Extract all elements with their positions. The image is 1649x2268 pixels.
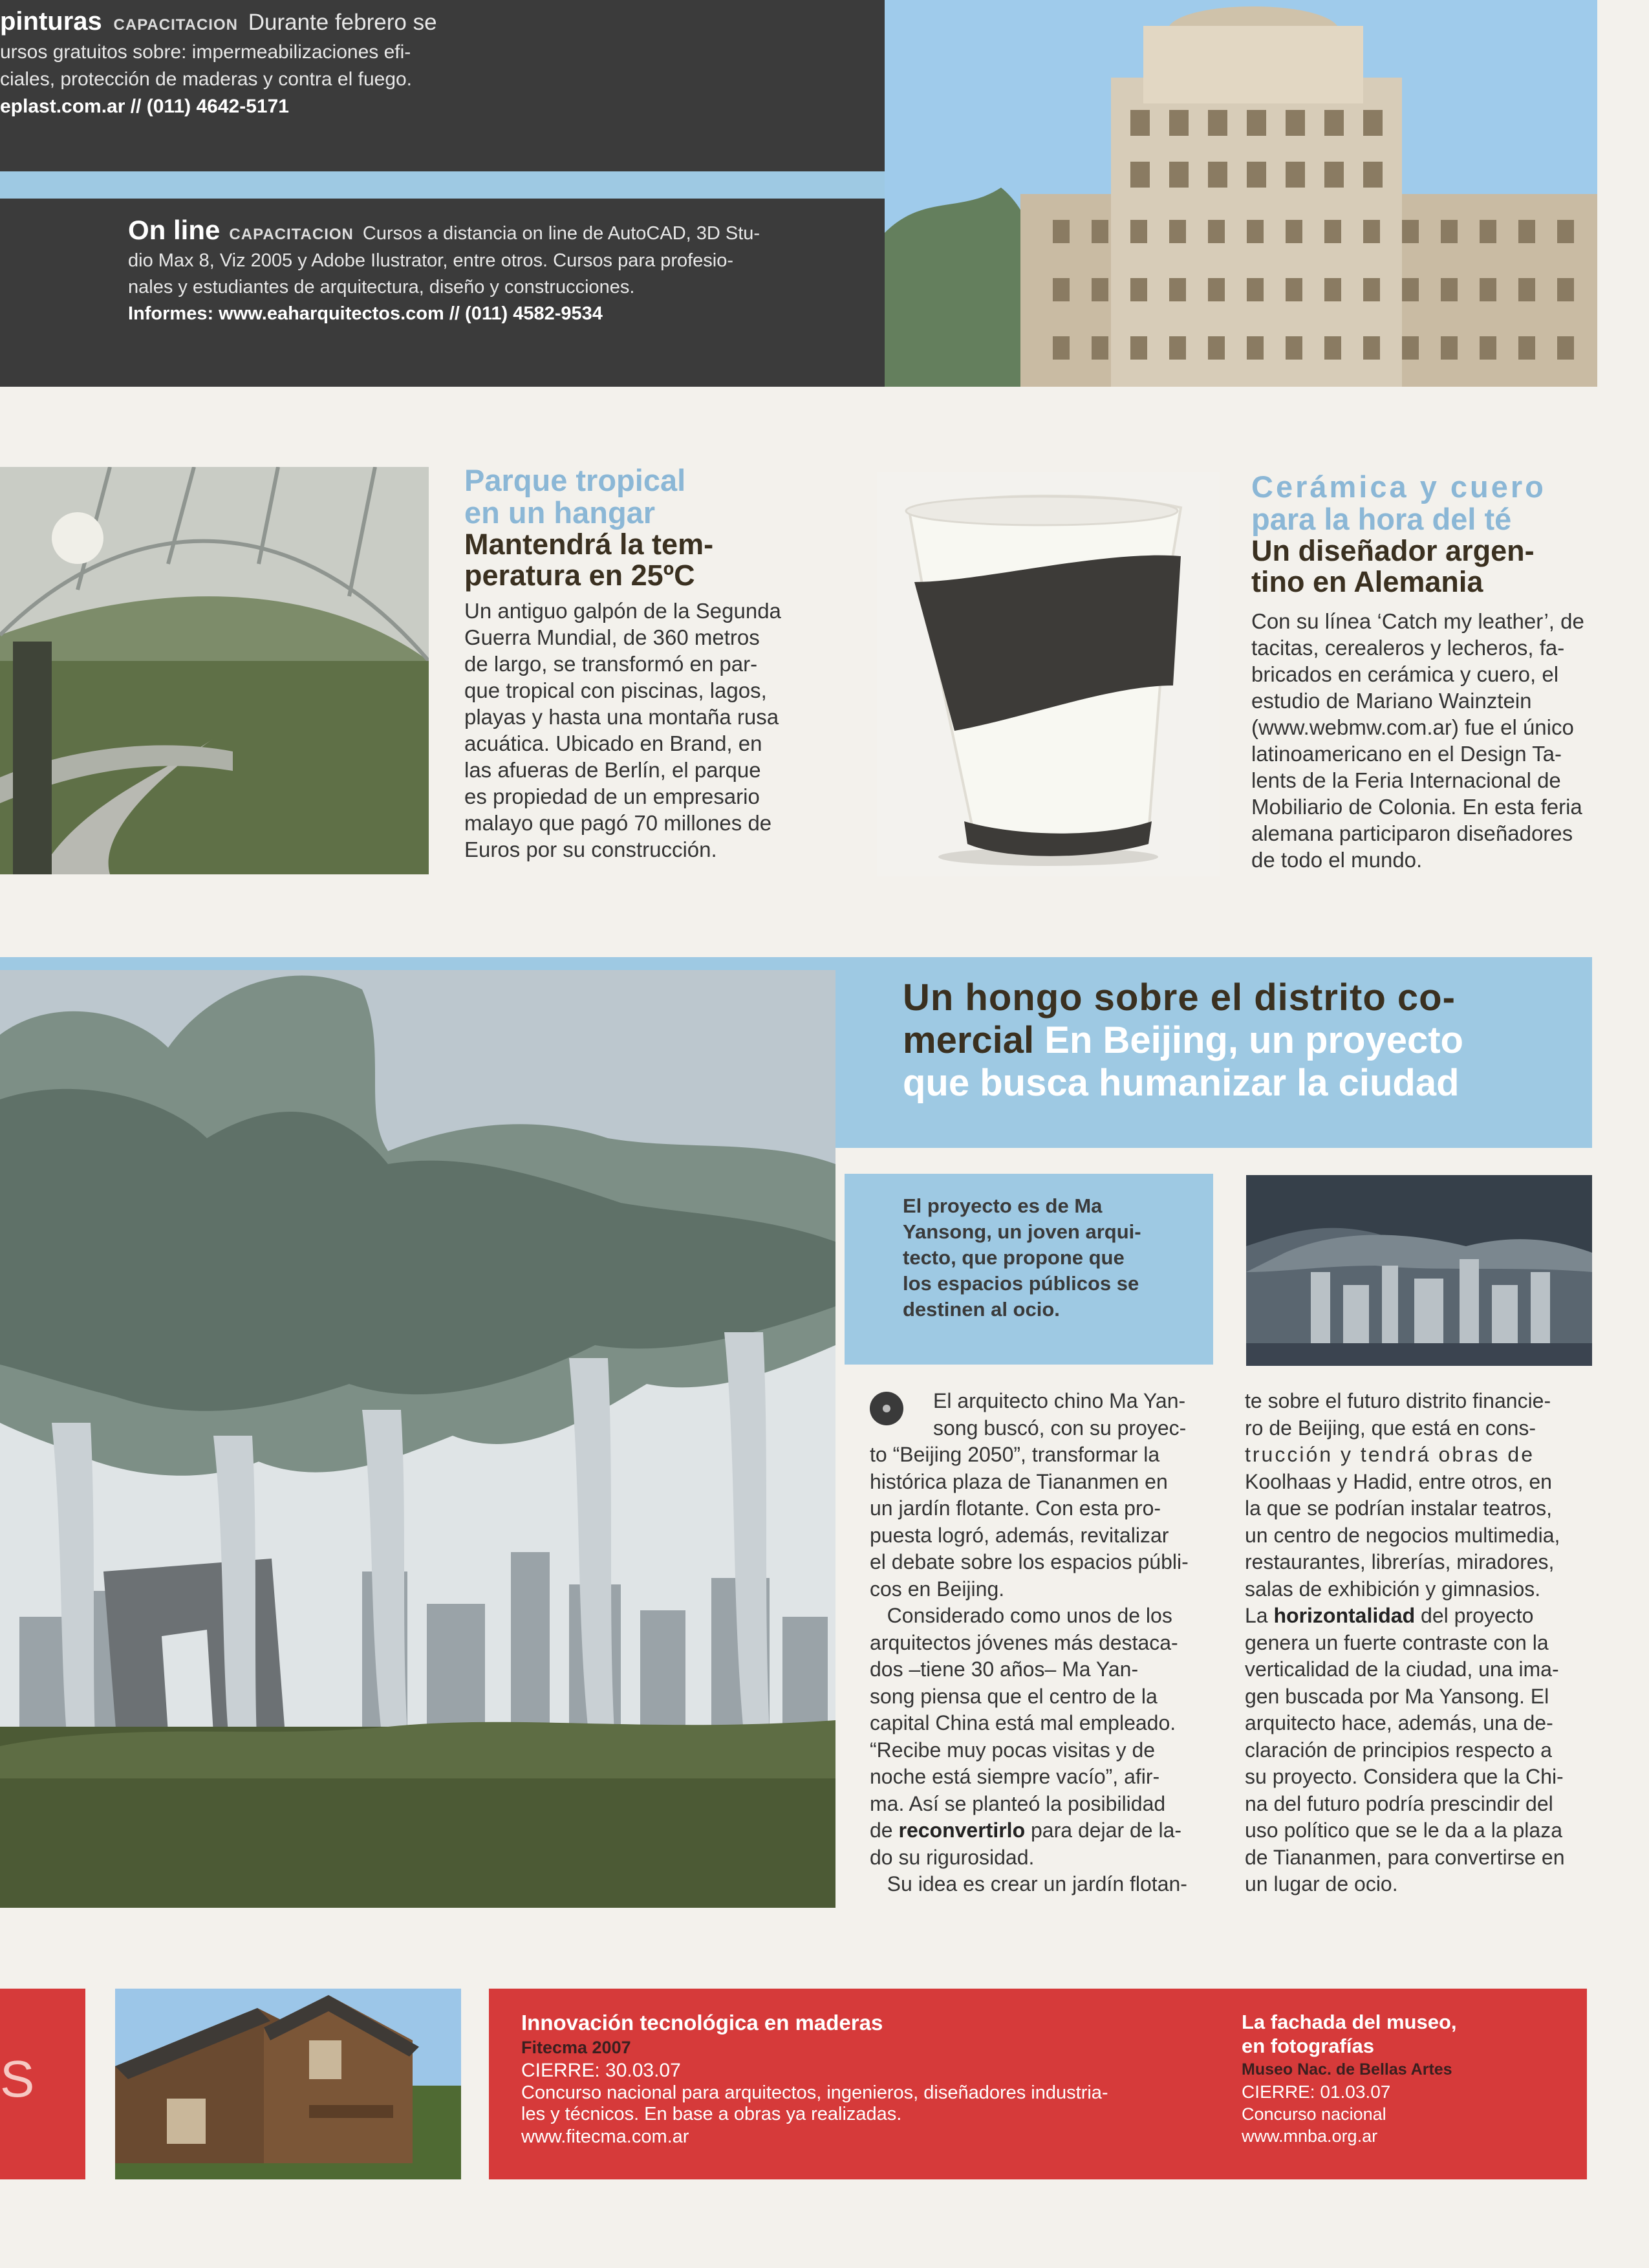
parque-title	[464, 529, 801, 591]
museo-desc: Concurso nacional	[1242, 2104, 1386, 2124]
hongo-headline-line-3: que busca humanizar la ciudad	[903, 1062, 1460, 1104]
hongo-headline	[903, 977, 1595, 1105]
ceramica-kicker-line-1: para la hora del té	[1251, 502, 1512, 536]
hongo-col1-line: song piensa que el centro de la	[870, 1684, 1158, 1708]
ceramica-kicker	[1251, 471, 1613, 535]
maderas-title: Innovación tecnológica en maderas	[521, 2011, 883, 2035]
parque-kicker-line-0: Parque tropical	[464, 463, 686, 497]
hongo-col2-line: claración de principios respecto a	[1245, 1738, 1552, 1762]
pinturas-line-0: Durante febrero se	[248, 10, 437, 35]
hongo-col2-line: restaurantes, librerías, miradores,	[1245, 1550, 1555, 1573]
hongo-col1-line: arquitectos jóvenes más destaca-	[870, 1630, 1178, 1654]
hongo-col1-line: el debate sobre los espacios públi-	[870, 1550, 1189, 1573]
hongo-col1-line: puesta logró, además, revitalizar	[870, 1523, 1169, 1547]
maderas-block	[521, 2010, 1233, 2148]
hongo-col1-line: song buscó, con su proyec-	[933, 1416, 1187, 1440]
pinturas-contact: eplast.com.ar // (011) 4642-5171	[0, 96, 289, 117]
parque-body-line: malayo que pagó 70 millones de	[464, 811, 772, 835]
hongo-headline-line-2-light: En Beijing, un proyecto	[1034, 1019, 1463, 1061]
hongo-col2-line: Koolhaas y Hadid, entre otros, en	[1245, 1469, 1552, 1493]
hongo-col1-line: histórica plaza de Tiananmen en	[870, 1469, 1168, 1493]
hongo-col2-line: verticalidad de la ciudad, una ima-	[1245, 1658, 1559, 1681]
parque-title-line-1: peratura en 25ºC	[464, 559, 695, 592]
museo-block	[1242, 2010, 1571, 2147]
parque-body-line: playas y hasta una montaña rusa	[464, 705, 779, 729]
hongo-col1-line: noche está siempre vacío”, afir-	[870, 1765, 1160, 1788]
hongo-summary-box	[845, 1174, 1213, 1365]
emphasis-word: horizontalidad	[1273, 1604, 1416, 1627]
hongo-col1-line: “Recibe muy pocas visitas y de	[870, 1738, 1156, 1762]
hongo-summary-line: Yansong, un joven arqui-	[903, 1220, 1141, 1243]
hongo-col2-line: trucción y tendrá obras de	[1245, 1443, 1535, 1466]
online-block	[128, 217, 878, 327]
ceramica-title-line-0: Un diseñador argen-	[1251, 534, 1535, 567]
hongo-col2-line: salas de exhibición y gimnasios.	[1245, 1577, 1541, 1601]
wooden-house-photo	[115, 1989, 461, 2179]
parque-body-line: que tropical con piscinas, lagos,	[464, 678, 767, 702]
online-heading: On line	[128, 215, 221, 245]
parque-body-line: acuática. Ubicado en Brand, en	[464, 731, 762, 755]
hongo-col2-line: un lugar de ocio.	[1245, 1872, 1398, 1895]
top-blue-stripe	[0, 171, 885, 199]
parque-body-line: Euros por su construcción.	[464, 837, 717, 861]
ceramic-cup-photo	[877, 472, 1220, 876]
hongo-col2-line: na del futuro podría prescindir del	[1245, 1791, 1553, 1815]
palacio-barolo-photo	[885, 0, 1597, 387]
pinturas-block	[0, 8, 491, 120]
museo-org: Museo Nac. de Bellas Artes	[1242, 2060, 1452, 2079]
hongo-col1-line: un jardín flotante. Con esta pro-	[870, 1496, 1161, 1520]
hangar-park-photo	[0, 467, 429, 874]
hongo-col2-line: arquitecto hace, además, una de-	[1245, 1711, 1553, 1734]
hongo-col2-line: un centro de negocios multimedia,	[1245, 1523, 1560, 1547]
hongo-col2-line: te sobre el futuro distrito financie-	[1245, 1389, 1551, 1412]
ceramica-kicker-line-0: Cerámica y cuero	[1251, 470, 1546, 504]
ceramica-body-line: lents de la Feria Internacional de	[1251, 768, 1561, 792]
hongo-col1-line: de reconvertirlo para dejar de la-	[870, 1819, 1182, 1842]
hongo-headline-line-1: Un hongo sobre el distrito co-	[903, 977, 1456, 1019]
ceramica-body-line: alemana participaron diseñadores	[1251, 821, 1573, 845]
maderas-cierre: CIERRE: 30.03.07	[521, 2060, 681, 2081]
online-line-0: Cursos a distancia on line de AutoCAD, 3D Stu-	[362, 223, 760, 244]
hongo-col1-line: dos –tiene 30 años– Ma Yan-	[870, 1658, 1139, 1681]
ceramica-body-line: de todo el mundo.	[1251, 848, 1423, 872]
pinturas-tag: CAPACITACION	[113, 16, 238, 34]
parque-body-line: Un antiguo galpón de la Segunda	[464, 599, 781, 623]
ceramica-body-line: latinoamericano en el Design Ta-	[1251, 742, 1562, 766]
ceramica-body-line: (www.webmw.com.ar) fue el único	[1251, 715, 1574, 739]
hongo-col2-line: La horizontalidad del proyecto	[1245, 1604, 1534, 1627]
hongo-col2-line: ro de Beijing, que está en cons-	[1245, 1416, 1536, 1440]
pinturas-line-2: ciales, protección de maderas y contra el fuego.	[0, 69, 413, 90]
beijing-2050-render	[0, 970, 835, 1908]
ceramica-body-line: Mobiliario de Colonia. En esta feria	[1251, 795, 1582, 819]
maderas-org: Fitecma 2007	[521, 2038, 631, 2057]
parque-kicker-line-1: en un hangar	[464, 495, 656, 530]
online-line-2: nales y estudiantes de arquitectura, diseño y construcciones.	[128, 277, 635, 297]
ceramica-body-line: bricados en cerámica y cuero, el	[1251, 662, 1559, 686]
bottom-left-letter: S	[0, 2050, 35, 2108]
hongo-col2-line: la que se podrían instalar teatros,	[1245, 1496, 1552, 1520]
hongo-col1-line: capital China está mal empleado.	[870, 1711, 1176, 1734]
hongo-summary-line: tecto, que propone que	[903, 1246, 1125, 1269]
hongo-col2-line: de Tiananmen, para convertirse en	[1245, 1845, 1565, 1869]
ceramica-title-line-1: tino en Alemania	[1251, 565, 1483, 598]
beijing-skyline-render	[1246, 1175, 1592, 1366]
pinturas-heading: pinturas	[0, 7, 102, 36]
hongo-col2-line: su proyecto. Considera que la Chi-	[1245, 1765, 1564, 1788]
parque-title-line-0: Mantendrá la tem-	[464, 528, 714, 561]
parque-body	[464, 598, 801, 863]
ceramica-title	[1251, 535, 1613, 598]
ceramica-body-line: tacitas, cerealeros y lecheros, fa-	[1251, 636, 1565, 660]
online-tag: CAPACITACION	[229, 226, 354, 243]
hongo-col1-line: cos en Beijing.	[870, 1577, 1005, 1601]
maderas-url[interactable]: www.fitecma.com.ar	[521, 2126, 689, 2147]
hongo-col2-line: uso político que se le da a la plaza	[1245, 1819, 1562, 1842]
parque-kicker	[464, 464, 801, 529]
museo-url[interactable]: www.mnba.org.ar	[1242, 2126, 1378, 2146]
parque-body-line: Guerra Mundial, de 360 metros	[464, 625, 760, 649]
parque-body-line: de largo, se transformó en par-	[464, 652, 758, 676]
maderas-desc-1: Concurso nacional para arquitectos, ingenieros, diseñadores industria-	[521, 2082, 1108, 2103]
museo-title-2: en fotografías	[1242, 2035, 1374, 2057]
hongo-col1-line: to “Beijing 2050”, transformar la	[870, 1443, 1160, 1466]
hongo-col1-line: ma. Así se planteó la posibilidad	[870, 1791, 1166, 1815]
hongo-col2-line: gen buscada por Ma Yansong. El	[1245, 1684, 1549, 1708]
online-contact: Informes: www.eaharquitectos.com // (011) 4582-9534	[128, 303, 603, 324]
ceramica-body-line: estudio de Mariano Wainztein	[1251, 689, 1532, 713]
hongo-col1-line: do su rigurosidad.	[870, 1845, 1035, 1869]
hongo-col1-line: El arquitecto chino Ma Yan-	[933, 1389, 1186, 1412]
ceramica-body-line: Con su línea ‘Catch my leather’, de	[1251, 609, 1584, 633]
parque-body-line: las afueras de Berlín, el parque	[464, 758, 761, 782]
online-line-1: dio Max 8, Viz 2005 y Adobe Ilustrator, entre otros. Cursos para profesio-	[128, 250, 734, 271]
emphasis-word: reconvertirlo	[898, 1819, 1026, 1842]
maderas-desc-2: les y técnicos. En base a obras ya realizadas.	[521, 2104, 902, 2124]
hongo-summary-line: los espacios públicos se	[903, 1272, 1139, 1295]
hongo-col1-line: Considerado como unos de los	[870, 1604, 1172, 1627]
hongo-headline-line-2-dark: mercial	[903, 1019, 1035, 1061]
pinturas-line-1: ursos gratuitos sobre: impermeabilizaciones efi-	[0, 41, 411, 63]
bottom-red-left	[0, 1989, 85, 2179]
parque-body-line: es propiedad de un empresario	[464, 784, 760, 808]
ceramica-body	[1251, 608, 1613, 873]
hongo-col1	[870, 1388, 1216, 1898]
hongo-col1-line: Su idea es crear un jardín flotan-	[870, 1872, 1187, 1895]
hongo-col2-line: genera un fuerte contraste con la	[1245, 1630, 1549, 1654]
hongo-summary-line: El proyecto es de Ma	[903, 1194, 1103, 1217]
museo-title-1: La fachada del museo,	[1242, 2011, 1457, 2033]
museo-cierre: CIERRE: 01.03.07	[1242, 2082, 1391, 2102]
hongo-col2	[1245, 1388, 1591, 1898]
hongo-summary-line: destinen al ocio.	[903, 1298, 1060, 1321]
